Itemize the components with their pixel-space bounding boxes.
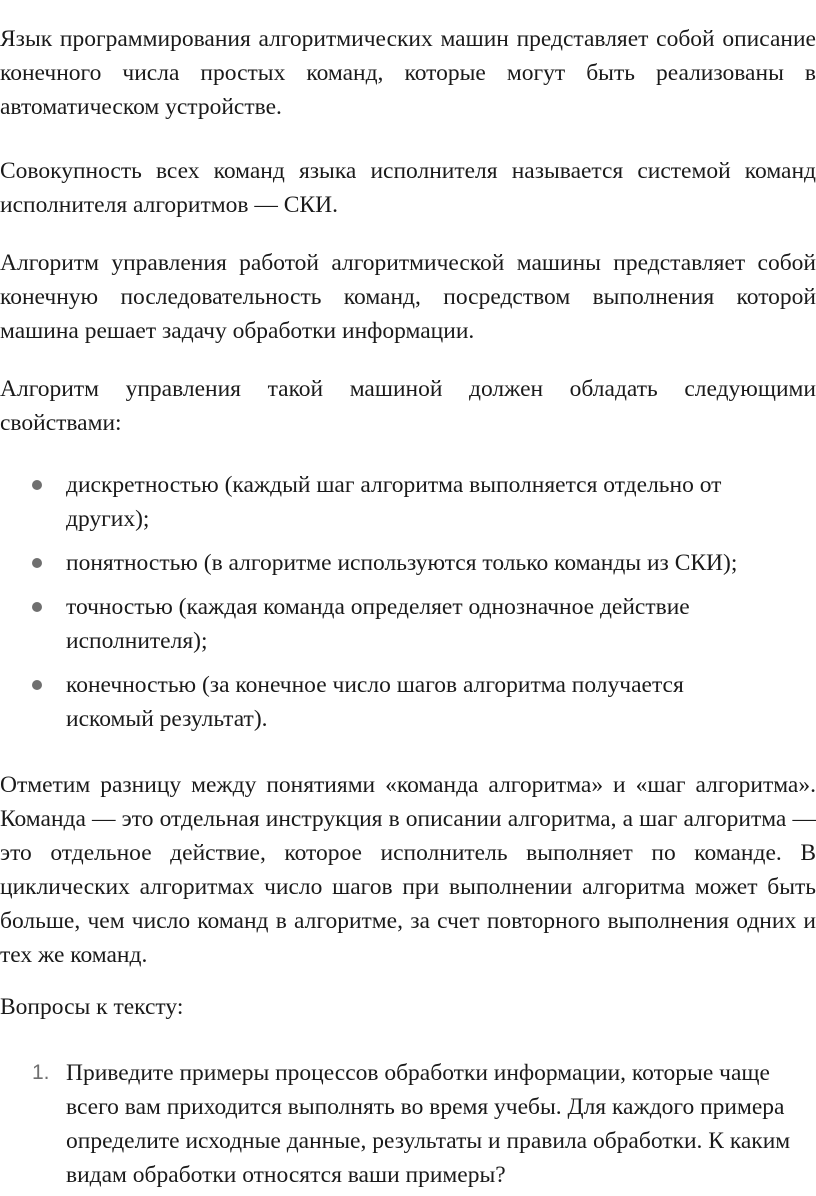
bullet-icon [32,558,42,568]
paragraph-control-algorithm: Алгоритм управления работой алгоритмической машины представляет собой конечную последовательность команд, посредством выполнения которой машина решает задачу обработки информации. [0,250,816,344]
question-item [0,1056,806,1192]
list-item-text: конечностью (за конечное число шагов алгоритма получается искомый результат). [66,672,684,732]
question-number: 1. [32,1061,50,1084]
properties-list [0,468,816,746]
list-item [0,468,756,536]
paragraph-language-definition: Язык программирования алгоритмических машин представляет собой описание конечного числа простых команд, которые могут быть реализованы в автоматическом устройстве. [0,26,816,120]
list-item-text: понятностью (в алгоритме используются только команды из СКИ); [66,550,738,576]
list-item [0,590,756,658]
bullet-icon [32,602,42,612]
question-text: Приведите примеры процессов обработки информации, которые чаще всего вам приходится выполнять во время учебы. Для каждого примера определите исходные данные, результаты и правила обработки. К каким видам обработки относятся ваши примеры? [66,1060,791,1188]
list-item [0,668,756,736]
questions-list [0,1056,816,1192]
paragraph-properties-intro: Алгоритм управления такой машиной должен обладать следующими свойствами: [0,376,816,436]
bullet-icon [32,480,42,490]
list-item [0,546,756,580]
list-item-text: точностью (каждая команда определяет однозначное действие исполнителя); [66,594,690,654]
paragraph-command-system: Совокупность всех команд языка исполнителя называется системой команд исполнителя алгоритмов — СКИ. [0,158,816,218]
questions-heading: Вопросы к тексту: [0,994,184,1020]
list-item-text: дискретностью (каждый шаг алгоритма выполняется отдельно от других); [66,472,722,532]
paragraph-command-vs-step: Отметим разницу между понятиями «команда алгоритма» и «шаг алгоритма». Команда — это отдельная инструкция в описании алгоритма, а шаг алгоритма — это отдельное действие, которое исполнитель выполняет по команде. В циклических алгоритмах число шагов при выполнении алгоритма может быть больше, чем число команд в алгоритме, за счет повторного выполнения одних и тех же команд. [0,772,816,968]
bullet-icon [32,680,42,690]
